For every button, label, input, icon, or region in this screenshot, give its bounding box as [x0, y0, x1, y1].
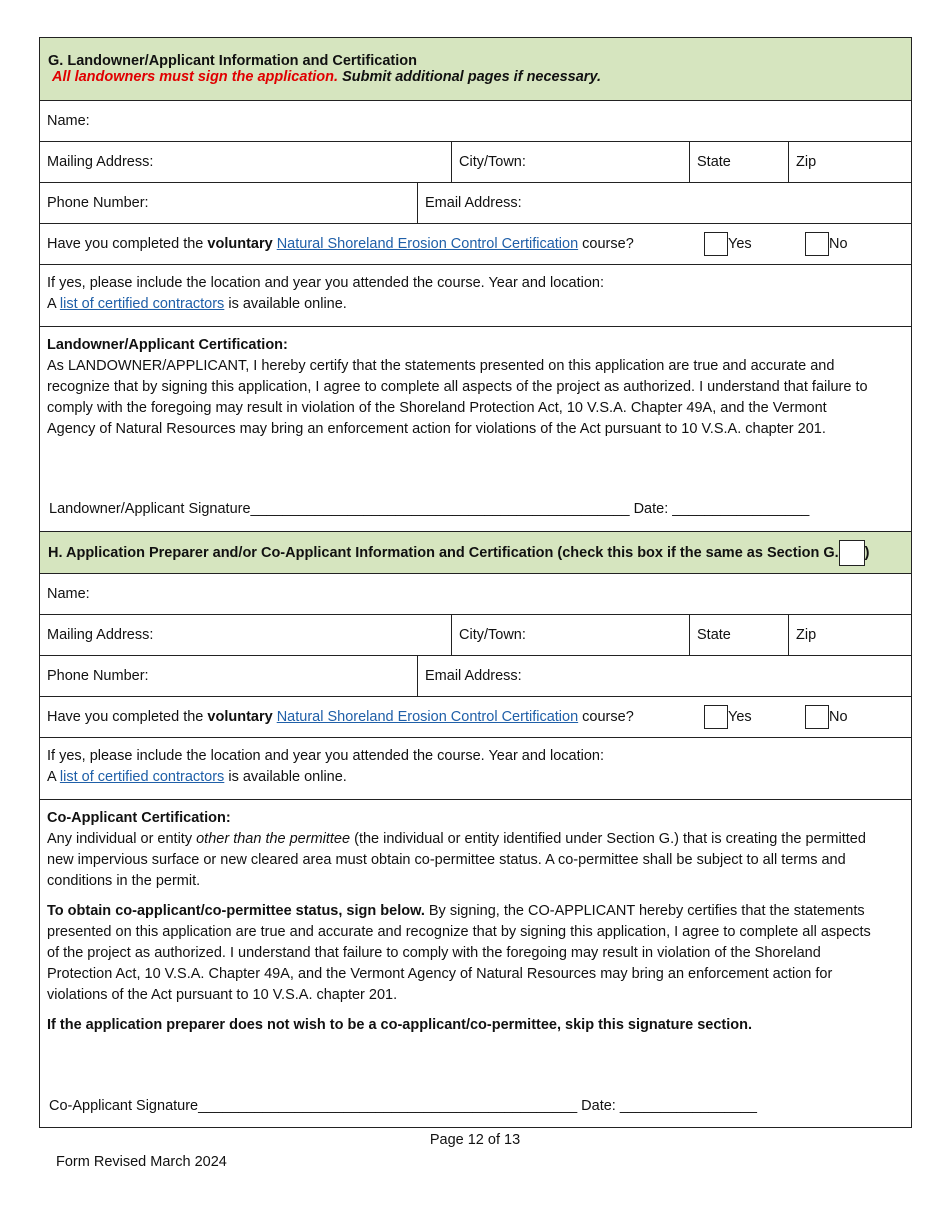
h-email-field[interactable]: Email Address: [417, 656, 911, 696]
section-h-title: H. Application Preparer and/or Co-Applicant Information and Certification (check this box if the same as Section G. [48, 544, 839, 561]
h-cert-title: Co-Applicant Certification: [47, 810, 231, 826]
h-signature-line[interactable]: Co-Applicant Signature_______________________________________________ Date: _________________ [49, 1098, 757, 1114]
g-contractors-link[interactable]: list of certified contractors [59, 296, 225, 312]
h-zip-field[interactable]: Zip [788, 615, 911, 655]
g-signature-line[interactable]: Landowner/Applicant Signature_______________________________________________ Date: _________________ [49, 501, 810, 517]
h-ifyes-field[interactable]: If yes, please include the location and year you attended the course. Year and location: A list of certified contractors is available online. [47, 748, 605, 785]
h-course-link[interactable]: Natural Shoreland Erosion Control Certification [276, 709, 579, 725]
g-course-link[interactable]: Natural Shoreland Erosion Control Certification [276, 236, 579, 252]
g-zip-field[interactable]: Zip [788, 142, 911, 182]
g-yes-label: Yes [728, 235, 752, 252]
g-address-row [39, 142, 912, 183]
g-city-field[interactable]: City/Town: [451, 142, 689, 182]
g-no-checkbox[interactable] [805, 232, 829, 256]
h-name-field[interactable]: Name: [47, 586, 90, 602]
g-certification-row [39, 327, 912, 532]
application-form [39, 37, 912, 1128]
h-state-field[interactable]: State [689, 615, 788, 655]
page-number: Page 12 of 13 [429, 1132, 521, 1148]
h-address-row [39, 615, 912, 656]
g-course-row: Have you completed the voluntary Natural Shoreland Erosion Control Certification course? Yes No [39, 224, 912, 265]
h-cert-p1: Co-Applicant Certification: Any individual or entity other than the permittee (the individual or entity identified under Section G.) that is creating the permitted new impervious surface or new cleared area must obtain co-permittee status. A co-permittee shall be subject to all terms and conditions in the permit. [47, 810, 866, 889]
g-phone-field[interactable]: Phone Number: [47, 195, 149, 211]
h-certification-row [39, 800, 912, 1128]
h-course-row: Have you completed the voluntary Natural Shoreland Erosion Control Certification course? Yes No [39, 697, 912, 738]
h-no-checkbox[interactable] [805, 705, 829, 729]
section-g-title: G. Landowner/Applicant Information and Certification [48, 53, 417, 69]
g-ifyes-row [39, 265, 912, 327]
h-mailing-field[interactable]: Mailing Address: [47, 627, 154, 643]
g-cert-text: As LANDOWNER/APPLICANT, I hereby certify that the statements presented on this application are true and accurate and recognize that by signing this application, I agree to complete all aspects of the project as authorized. I understand that failure to comply with the foregoing may result in violation of the Shoreland Protection Act, 10 V.S.A. Chapter 49A, and the Vermont Agency of Natural Resources may bring an enforcement action for violations of the Act pursuant to 10 V.S.A. chapter 201. [47, 358, 868, 437]
h-phone-field[interactable]: Phone Number: [47, 668, 149, 684]
g-contact-row [39, 183, 912, 224]
h-yes-label: Yes [728, 708, 752, 725]
h-city-field[interactable]: City/Town: [451, 615, 689, 655]
h-cert-p3: If the application preparer does not wish to be a co-applicant/co-permittee, skip this signature section. [47, 1017, 752, 1033]
section-h-header: H. Application Preparer and/or Co-Applicant Information and Certification (check this box if the same as Section G. ) [39, 532, 912, 574]
g-cert-title: Landowner/Applicant Certification: [47, 337, 288, 353]
h-same-as-g-checkbox[interactable] [839, 540, 865, 566]
h-name-row [39, 574, 912, 615]
h-ifyes-row [39, 738, 912, 800]
section-g-note: Submit additional pages if necessary. [342, 69, 602, 85]
g-no-label: No [829, 235, 848, 252]
h-cert-p2: To obtain co-applicant/co-permittee status, sign below. By signing, the CO-APPLICANT hereby certifies that the statements presented on this application are true and accurate and recognize that by signing this application, I agree to complete all aspects of the project as authorized. I understand that failure to comply with the foregoing may result in violation of the Shoreland Protection Act, 10 V.S.A. Chapter 49A, and the Vermont Agency of Natural Resources may bring an enforcement action for violations of the Act pursuant to 10 V.S.A. chapter 201. [47, 903, 871, 1003]
h-contractors-link[interactable]: list of certified contractors [59, 769, 225, 785]
g-yes-checkbox[interactable] [704, 232, 728, 256]
g-ifyes-field[interactable]: If yes, please include the location and year you attended the course. Year and location: A list of certified contractors is available online. [47, 275, 605, 312]
g-name-row [39, 101, 912, 142]
g-name-field[interactable]: Name: [47, 113, 90, 129]
g-state-field[interactable]: State [689, 142, 788, 182]
h-yes-checkbox[interactable] [704, 705, 728, 729]
form-revised: Form Revised March 2024 [56, 1154, 227, 1170]
section-g-warning: All landowners must sign the application. [52, 69, 339, 85]
g-mailing-field[interactable]: Mailing Address: [47, 154, 154, 170]
h-contact-row [39, 656, 912, 697]
g-email-field[interactable]: Email Address: [417, 183, 911, 223]
h-no-label: No [829, 708, 848, 725]
section-g-header [39, 37, 912, 101]
